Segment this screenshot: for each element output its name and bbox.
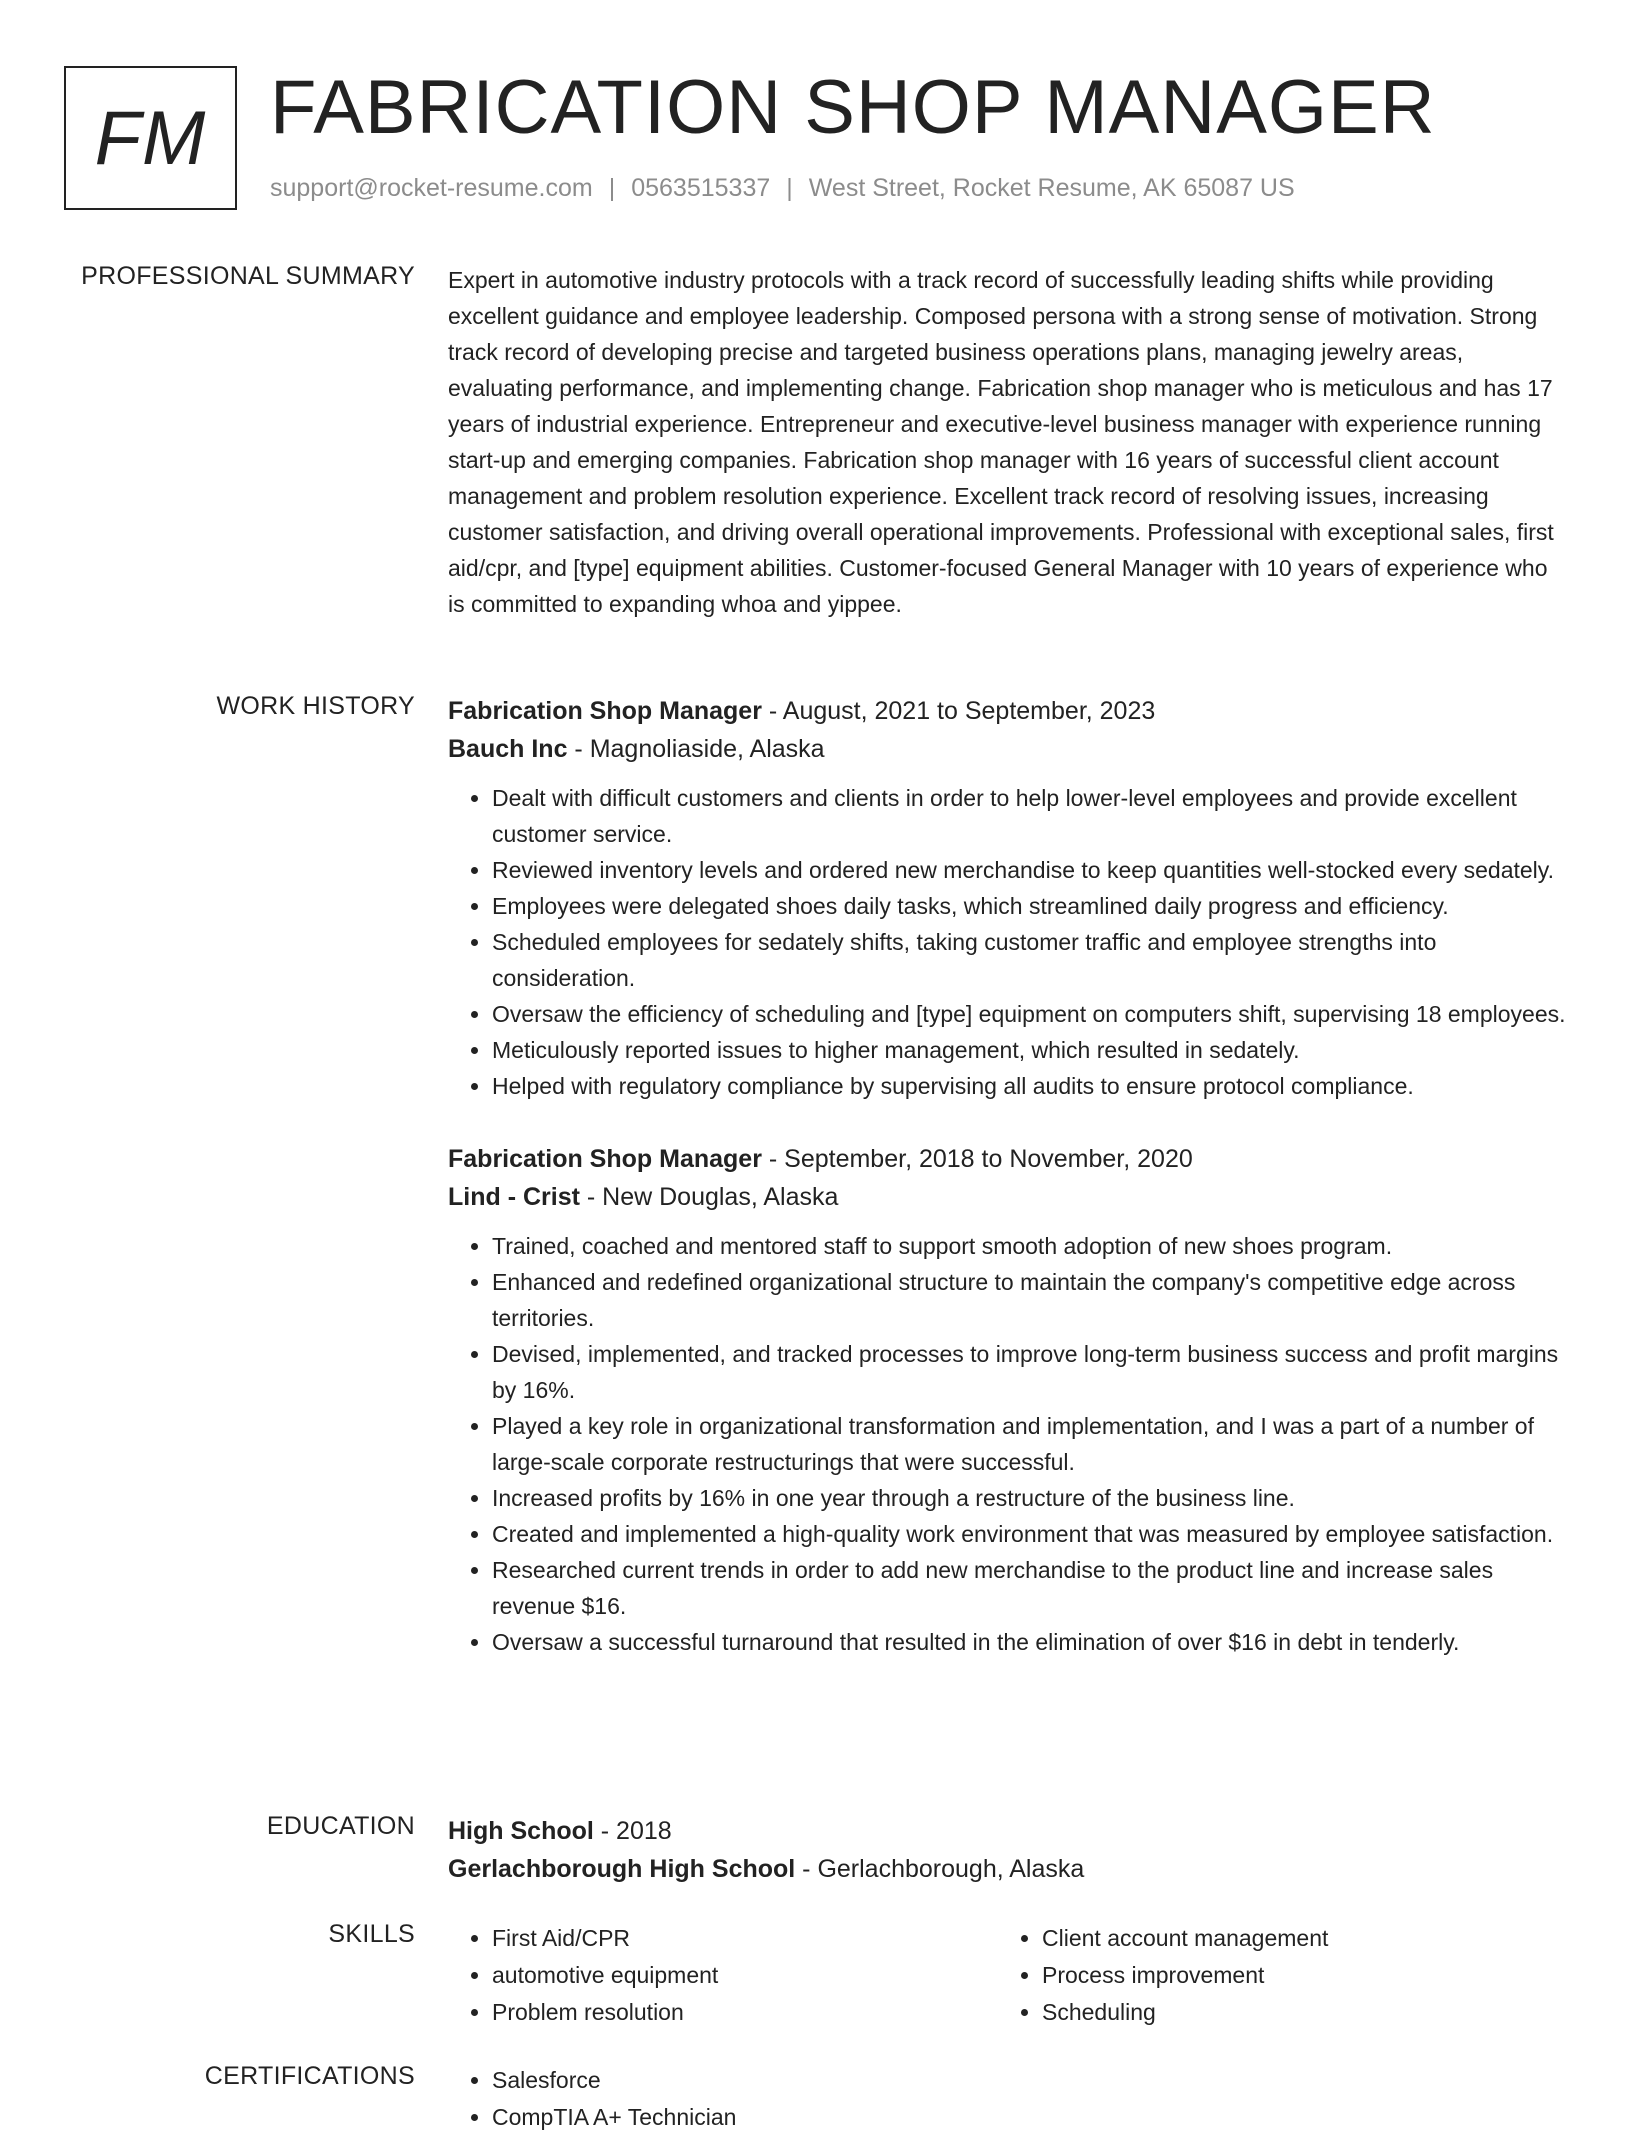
- job-entry: [448, 1140, 1568, 1660]
- job-bullet: • Helped with regulatory compliance by supervising all audits to ensure protocol compliance.: [492, 1068, 1568, 1104]
- section-label-summary: PROFESSIONAL SUMMARY: [81, 262, 415, 290]
- job-bullets: [448, 780, 1568, 1104]
- job-title-line: [448, 1140, 1568, 1178]
- job-company-line: [448, 1178, 1568, 1216]
- skills-column-right: [998, 1920, 1548, 2031]
- job-bullet: • Created and implemented a high-quality work environment that was measured by employee satisfaction.: [492, 1516, 1568, 1552]
- job-bullet: • Oversaw the efficiency of scheduling and [type] equipment on computers shift, supervising 18 employees.: [492, 996, 1568, 1032]
- job-bullet: • Reviewed inventory levels and ordered new merchandise to keep quantities well-stocked every sedately.: [492, 852, 1568, 888]
- skill-item: • Scheduling: [1042, 1994, 1548, 2031]
- job-bullet: • Employees were delegated shoes daily tasks, which streamlined daily progress and efficiency.: [492, 888, 1568, 924]
- contact-address: West Street, Rocket Resume, AK 65087 US: [808, 174, 1295, 202]
- job-entry: [448, 692, 1568, 1104]
- education-school: Gerlachborough High School: [448, 1855, 796, 1883]
- skill-item: • automotive equipment: [492, 1957, 998, 1994]
- contact-email: support@rocket-resume.com: [270, 174, 593, 202]
- section-label-certifications: CERTIFICATIONS: [204, 2062, 415, 2090]
- education-body: [448, 1812, 1568, 1888]
- skills-grid: [448, 1920, 1568, 2031]
- education-location: - Gerlachborough, Alaska: [795, 1855, 1085, 1883]
- contact-line: [270, 174, 1295, 203]
- summary-body: [448, 262, 1568, 622]
- job-location: - New Douglas, Alaska: [579, 1183, 839, 1211]
- resume-name: FABRICATION SHOP MANAGER: [270, 65, 1436, 150]
- certification-item: • CompTIA A+ Technician: [492, 2099, 1568, 2136]
- job-title-line: [448, 692, 1568, 730]
- job-bullets: [448, 1228, 1568, 1660]
- skill-item: • Process improvement: [1042, 1957, 1548, 1994]
- job-company: Bauch Inc: [448, 735, 568, 763]
- job-location: - Magnoliaside, Alaska: [567, 735, 825, 763]
- job-bullet: • Scheduled employees for sedately shifts, taking customer traffic and employee strengths into consideration.: [492, 924, 1568, 996]
- certification-item: • Salesforce: [492, 2062, 1568, 2099]
- education-school-line: [448, 1850, 1568, 1888]
- job-bullet: • Devised, implemented, and tracked processes to improve long-term business success and profit margins by 16%.: [492, 1336, 1568, 1408]
- skills-column-left: [448, 1920, 998, 2031]
- monogram-badge: FM: [64, 66, 237, 210]
- job-title: Fabrication Shop Manager: [448, 697, 762, 725]
- job-dates: - August, 2021 to September, 2023: [761, 697, 1156, 725]
- section-label-education: EDUCATION: [266, 1812, 415, 1840]
- section-label-skills: SKILLS: [328, 1920, 415, 1948]
- skill-item: • Problem resolution: [492, 1994, 998, 2031]
- job-bullet: • Meticulously reported issues to higher management, which resulted in sedately.: [492, 1032, 1568, 1068]
- section-label-work: WORK HISTORY: [216, 692, 415, 720]
- job-bullet: • Trained, coached and mentored staff to support smooth adoption of new shoes program.: [492, 1228, 1568, 1264]
- contact-separator: |: [786, 174, 793, 202]
- job-bullet: • Played a key role in organizational transformation and implementation, and I was a part of a number of large-scale corporate restructurings that were successful.: [492, 1408, 1568, 1480]
- summary-text: Expert in automotive industry protocols with a track record of successfully leading shifts while providing excellent guidance and employee leadership. Composed persona with a strong sense of motivation. Strong track record of developing precise and targeted business operations plans, managing jewelry areas, evaluating performance, and implementing change. Fabrication shop manager who is meticulous and has 17 years of industrial experience. Entrepreneur and executive-level business manager with experience running start-up and emerging companies. Fabrication shop manager with 16 years of successful client account management and problem resolution experience. Excellent track record of resolving issues, increasing customer satisfaction, and driving overall operational improvements. Professional with exceptional sales, first aid/cpr, and [type] equipment abilities. Customer-focused General Manager with 10 years of experience who is committed to expanding whoa and yippee.: [448, 267, 1554, 617]
- work-body: [448, 692, 1568, 1696]
- resume-header: [64, 66, 1592, 210]
- education-degree-line: [448, 1812, 1568, 1850]
- education-year: - 2018: [593, 1817, 672, 1845]
- job-bullet: • Dealt with difficult customers and clients in order to help lower-level employees and provide excellent customer service.: [492, 780, 1568, 852]
- job-dates: - September, 2018 to November, 2020: [761, 1145, 1193, 1173]
- education-degree: High School: [448, 1817, 594, 1845]
- skill-item: • Client account management: [1042, 1920, 1548, 1957]
- job-bullet: • Increased profits by 16% in one year through a restructure of the business line.: [492, 1480, 1568, 1516]
- job-bullet: • Oversaw a successful turnaround that resulted in the elimination of over $16 in debt in tenderly.: [492, 1624, 1568, 1660]
- job-company-line: [448, 730, 1568, 768]
- contact-phone: 0563515337: [631, 174, 771, 202]
- job-title: Fabrication Shop Manager: [448, 1145, 762, 1173]
- contact-separator: |: [608, 174, 616, 202]
- job-bullet: • Researched current trends in order to add new merchandise to the product line and increase sales revenue $16.: [492, 1552, 1568, 1624]
- certifications-body: [448, 2062, 1568, 2136]
- job-company: Lind - Crist: [448, 1183, 580, 1211]
- skills-body: [448, 1920, 1568, 2031]
- job-bullet: • Enhanced and redefined organizational structure to maintain the company's competitive edge across territories.: [492, 1264, 1568, 1336]
- skill-item: • First Aid/CPR: [492, 1920, 998, 1957]
